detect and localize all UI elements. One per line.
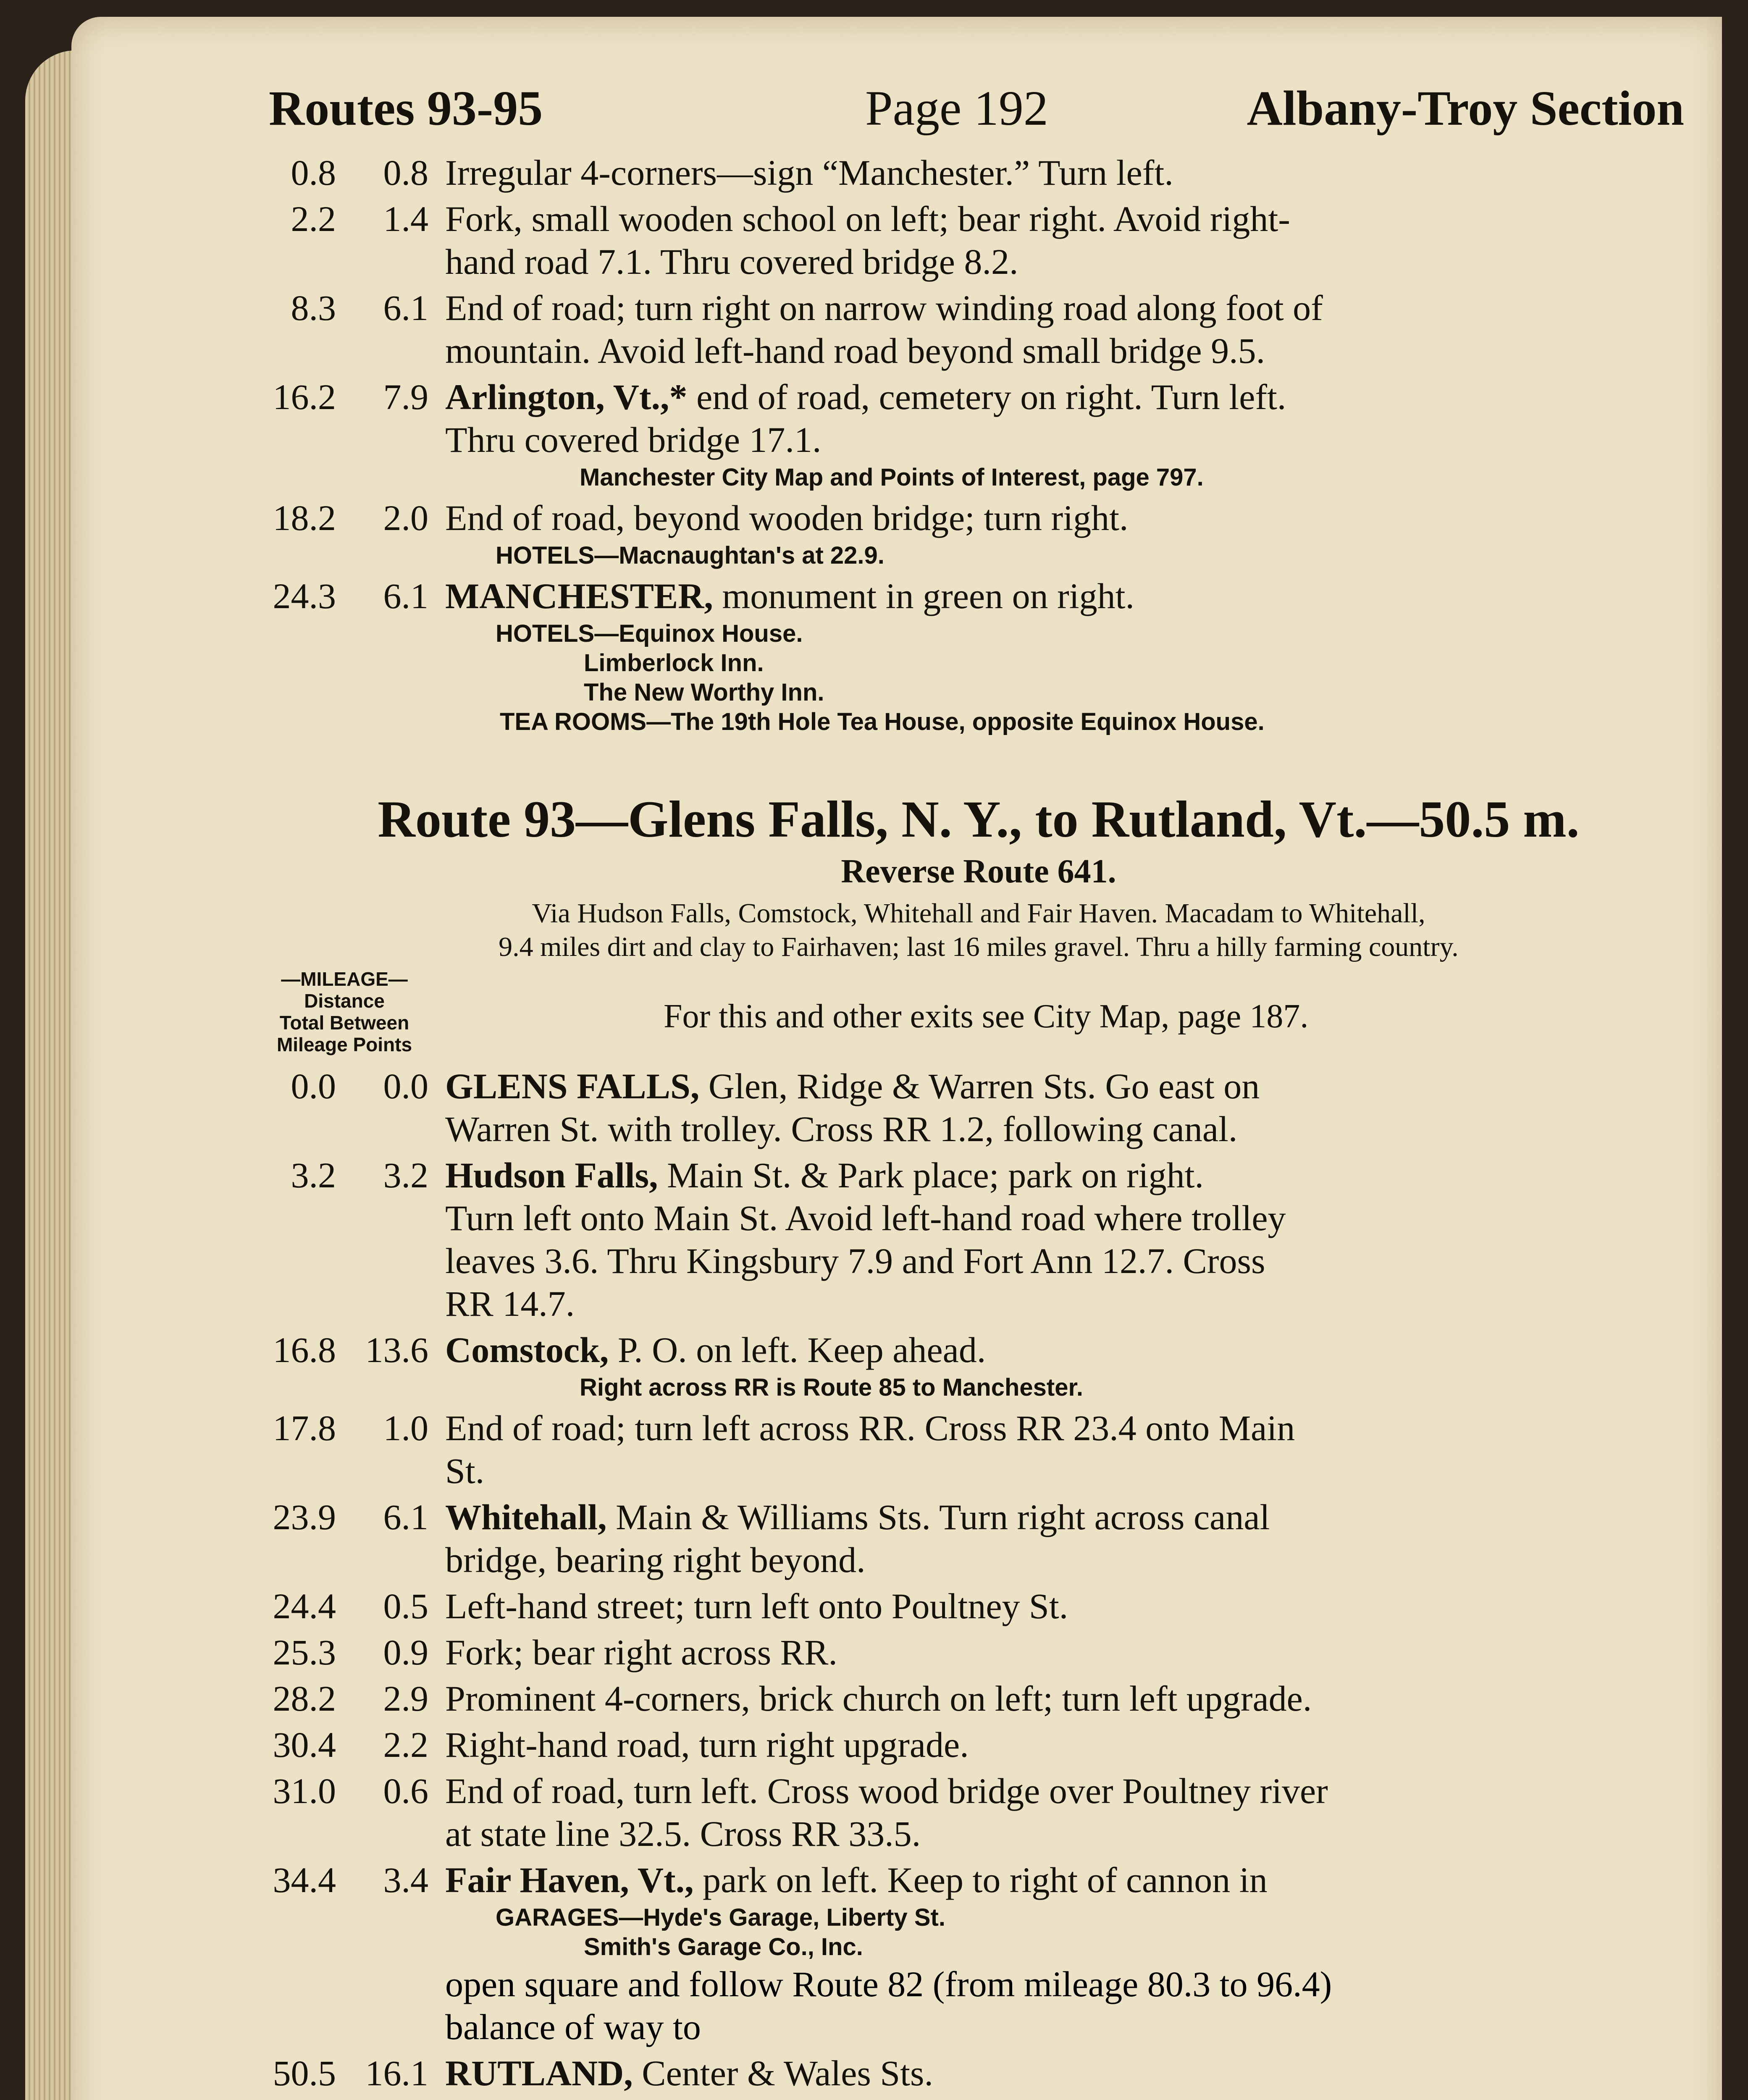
entry-text [445, 1496, 1705, 1581]
entry-line [445, 1585, 1705, 1628]
header-section: Albany-Troy Section [1247, 81, 1684, 136]
mileage-distance: 3.4 [383, 1860, 428, 1900]
entry-line-text: monument in green on right. [713, 576, 1135, 616]
mileage-total: 18.2 [273, 498, 336, 538]
entry-line [445, 1723, 1705, 1766]
mileage-distance: 0.0 [383, 1066, 428, 1106]
entry-line [445, 151, 1705, 194]
mileage-total: 31.0 [273, 1771, 336, 1811]
entry-line-text: End of road; turn right on narrow winding road along foot of [445, 288, 1323, 328]
entry-line-text: End of road; turn left across RR. Cross RR 23.4 onto Main [445, 1408, 1295, 1448]
mileage-distance: 0.5 [383, 1586, 428, 1626]
mileage-distance: 1.4 [383, 199, 428, 239]
entry-line-text: Main St. & Park place; park on right. [658, 1155, 1204, 1195]
entry-line [445, 496, 1705, 539]
entry-text [445, 496, 1705, 539]
entry-line [445, 1282, 1705, 1325]
entry-line-text: End of road, beyond wooden bridge; turn right. [445, 498, 1129, 538]
entry-line [445, 1407, 1705, 1449]
mileage-distance: 13.6 [365, 1330, 428, 1370]
mileage-total: 16.2 [273, 377, 336, 417]
sub-note: TEA ROOMS—The 19th Hole Tea House, opposite Equinox House. [500, 708, 1265, 735]
entry-line-text: Glen, Ridge & Warren Sts. Go east on [699, 1066, 1260, 1106]
entry-text [445, 151, 1705, 194]
mileage-legend-total-between: Total Between [279, 1012, 409, 1034]
reverse-route: Reverse Route 641. [841, 853, 1116, 890]
sub-note: The New Worthy Inn. [584, 679, 824, 706]
entry-line-text: Fork; bear right across RR. [445, 1632, 837, 1672]
via-line: Via Hudson Falls, Comstock, Whitehall and Fair Haven. Macadam to Whitehall, [532, 898, 1425, 929]
mileage-total: 0.0 [291, 1066, 336, 1106]
entry-line [445, 1812, 1705, 1855]
mileage-distance: 3.2 [383, 1155, 428, 1195]
mileage-total: 24.4 [273, 1586, 336, 1626]
header-page-number: Page 192 [865, 81, 1048, 136]
mileage-distance: 16.1 [365, 2053, 428, 2093]
mileage-total: 0.8 [291, 152, 336, 193]
entry-line [445, 1328, 1705, 1371]
place-name: Whitehall, [445, 1497, 607, 1537]
entry-line-text: St. [445, 1451, 485, 1491]
entry-line-text: at state line 32.5. Cross RR 33.5. [445, 1814, 921, 1854]
mileage-total: 24.3 [273, 576, 336, 616]
mileage-total: 8.3 [291, 288, 336, 328]
place-name: GLENS FALLS, [445, 1066, 700, 1106]
entry-line [445, 1449, 1705, 1492]
mileage-total: 25.3 [273, 1632, 336, 1672]
via-line: 9.4 miles dirt and clay to Fairhaven; last 16 miles gravel. Thru a hilly farming country. [499, 932, 1459, 962]
entry-line [445, 1538, 1705, 1581]
entry-line [445, 575, 1705, 617]
place-name: Comstock, [445, 1330, 609, 1370]
entry-line [445, 1197, 1705, 1239]
entry-line-text: Thru covered bridge 17.1. [445, 420, 822, 460]
route-via [252, 897, 1705, 964]
entry-line-text: bridge, bearing right beyond. [445, 1540, 866, 1580]
place-name: Fair Haven, Vt., [445, 1860, 694, 1900]
mileage-legend [248, 968, 441, 1055]
sub-note: Manchester City Map and Points of Interest, page 797. [580, 464, 1204, 491]
entry-line [445, 2052, 1705, 2095]
entry-line [445, 418, 1705, 461]
entry-text [445, 1407, 1705, 1492]
entry-text [445, 575, 1705, 617]
mileage-distance: 7.9 [383, 377, 428, 417]
entry-line-text: Prominent 4-corners, brick church on left; turn left upgrade. [445, 1678, 1312, 1719]
entry-line [445, 1239, 1705, 1282]
sub-note: Limberlock Inn. [584, 649, 764, 677]
entry-line [445, 329, 1705, 372]
mileage-total: 23.9 [273, 1497, 336, 1537]
entry-line [445, 1858, 1705, 1901]
sub-note: Right across RR is Route 85 to Manchester. [580, 1374, 1083, 1401]
entry-text [445, 197, 1705, 283]
entry-line-text: Left-hand street; turn left onto Poultney St. [445, 1586, 1068, 1626]
entry-continuation: open square and follow Route 82 (from mileage 80.3 to 96.4) [445, 1964, 1332, 2004]
entry-text [445, 2052, 1705, 2095]
entry-line-text: Turn left onto Main St. Avoid left-hand road where trolley [445, 1198, 1286, 1238]
entry-line [445, 1496, 1705, 1538]
mileage-distance: 2.9 [383, 1678, 428, 1719]
mileage-total: 16.8 [273, 1330, 336, 1370]
route-note: For this and other exits see City Map, page 187. [664, 998, 1309, 1035]
place-name: Arlington, Vt.,* [445, 377, 688, 417]
entry-line-text: park on left. Keep to right of cannon in [693, 1860, 1268, 1900]
mileage-total: 50.5 [273, 2053, 336, 2093]
entry-text [445, 1723, 1705, 1766]
entry-line-text: RR 14.7. [445, 1284, 575, 1324]
mileage-distance: 0.9 [383, 1632, 428, 1672]
entry-line-text: end of road, cemetery on right. Turn left. [687, 377, 1286, 417]
mileage-distance: 1.0 [383, 1408, 428, 1448]
entry-line [445, 240, 1705, 283]
mileage-total: 2.2 [291, 199, 336, 239]
entry-line-text: leaves 3.6. Thru Kingsbury 7.9 and Fort Ann 12.7. Cross [445, 1241, 1265, 1281]
sub-note: GARAGES—Hyde's Garage, Liberty St. [496, 1904, 945, 1931]
mileage-legend-distance: Distance [304, 990, 385, 1012]
mileage-distance: 2.0 [383, 498, 428, 538]
route-title: Route 93—Glens Falls, N. Y., to Rutland, Vt.—50.5 m. [378, 790, 1580, 848]
entry-line-text: mountain. Avoid left-hand road beyond small bridge 9.5. [445, 331, 1265, 371]
entry-line [445, 1677, 1705, 1720]
mileage-distance: 2.2 [383, 1725, 428, 1765]
entry-line-text: Warren St. with trolley. Cross RR 1.2, following canal. [445, 1109, 1238, 1149]
entry-text [445, 1328, 1705, 1371]
entry-text [445, 1154, 1705, 1325]
entry-line-text: Center & Wales Sts. [633, 2053, 934, 2093]
sub-note: HOTELS—Equinox House. [496, 620, 803, 647]
entry-text [445, 1858, 1705, 1901]
entry-line-text: End of road, turn left. Cross wood bridge over Poultney river [445, 1771, 1328, 1811]
entry-text [445, 1585, 1705, 1628]
mileage-distance: 0.8 [383, 152, 428, 193]
entry-line-text: P. O. on left. Keep ahead. [609, 1330, 986, 1370]
entry-line [445, 286, 1705, 329]
entry-text [445, 1677, 1705, 1720]
entry-text [445, 1065, 1705, 1150]
mileage-legend-points: Mileage Points [276, 1034, 412, 1055]
entry-line [445, 1769, 1705, 1812]
mileage-total: 34.4 [273, 1860, 336, 1900]
entry-line-text: Right-hand road, turn right upgrade. [445, 1725, 969, 1765]
place-name: RUTLAND, [445, 2053, 633, 2093]
header-routes: Routes 93-95 [269, 81, 543, 136]
entry-line-text: Main & Williams Sts. Turn right across canal [606, 1497, 1270, 1537]
entry-continuation: balance of way to [445, 2007, 701, 2047]
sub-note: HOTELS—Macnaughtan's at 22.9. [496, 542, 884, 569]
place-name: Hudson Falls, [445, 1155, 658, 1195]
entry-line [445, 197, 1705, 240]
entry-line [445, 1154, 1705, 1197]
mileage-distance: 6.1 [383, 288, 428, 328]
entry-line [445, 1108, 1705, 1150]
mileage-total: 17.8 [273, 1408, 336, 1448]
mileage-total: 28.2 [273, 1678, 336, 1719]
entry-line-text: hand road 7.1. Thru covered bridge 8.2. [445, 242, 1018, 282]
entry-line-text: Fork, small wooden school on left; bear right. Avoid right- [445, 199, 1290, 239]
entry-line [445, 1065, 1705, 1108]
entry-line-text: Irregular 4-corners—sign “Manchester.” Turn left. [445, 152, 1173, 193]
mileage-total: 3.2 [291, 1155, 336, 1195]
entry-text [445, 1631, 1705, 1674]
page-header [269, 71, 1693, 155]
entry-line [445, 375, 1705, 418]
entry-text [445, 375, 1705, 461]
mileage-distance: 6.1 [383, 1497, 428, 1537]
place-name: MANCHESTER, [445, 576, 713, 616]
sub-note: Smith's Garage Co., Inc. [584, 1933, 863, 1961]
entry-text [445, 1769, 1705, 1855]
mileage-distance: 0.6 [383, 1771, 428, 1811]
mileage-legend-label: —MILEAGE— [281, 968, 408, 990]
mileage-total: 30.4 [273, 1725, 336, 1765]
mileage-distance: 6.1 [383, 576, 428, 616]
entry-text [445, 286, 1705, 372]
entry-line [445, 1631, 1705, 1674]
